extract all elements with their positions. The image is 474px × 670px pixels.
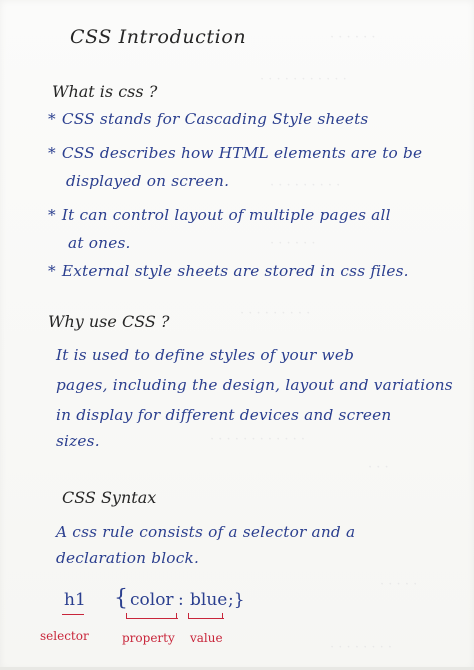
code-open-brace: { [114,586,128,611]
section-heading-why-use-css: Why use CSS ? [48,312,170,331]
bleed-through-decoration: · · · · · · · · · [270,178,341,193]
bleed-through-decoration: · · · · · · [270,236,316,251]
bullet-star-icon: * [48,262,56,280]
bullet-text: CSS stands for Cascading Style sheets [61,110,369,128]
property-bracket-tick [176,613,177,618]
label-selector: selector [40,629,89,643]
section-heading-css-syntax: CSS Syntax [62,488,157,507]
bleed-through-decoration: · · · · · · [330,30,376,45]
paragraph-line: sizes. [56,432,100,450]
paragraph-line: declaration block. [56,549,200,567]
page-title: CSS Introduction [70,26,247,48]
bullet-text-continuation: at ones. [68,234,131,252]
value-bracket-tick [188,613,189,618]
bleed-through-decoration: · · · · · · · · · · · · [210,432,306,447]
selector-underline [62,614,84,615]
code-end: ;} [228,590,245,610]
paragraph-line: It is used to define styles of your web [56,346,355,364]
paragraph-line: pages, including the design, layout and variations [56,376,453,394]
section-heading-what-is-css: What is css ? [52,82,158,101]
property-bracket-tick [126,613,127,618]
bleed-through-decoration: · · · [368,460,389,475]
bullet-item [48,112,368,127]
bullet-text: External style sheets are stored in css files. [61,262,409,280]
bleed-through-decoration: · · · · · · · · · [240,306,311,321]
code-property: color [130,590,174,610]
paragraph-line: in display for different devices and screen [56,406,392,424]
bullet-text: CSS describes how HTML elements are to be [61,144,423,162]
code-value: blue [190,590,228,610]
bullet-text: It can control layout of multiple pages all [61,206,391,224]
bleed-through-decoration: · · · · · · · · [330,640,392,655]
value-bracket [188,618,224,619]
value-bracket-tick [222,613,223,618]
label-value: value [190,631,223,645]
bleed-through-decoration: · · · · · [380,577,418,592]
bullet-text-continuation: displayed on screen. [66,172,230,190]
code-colon: : [178,590,184,610]
bullet-item [48,146,422,161]
paragraph-line: A css rule consists of a selector and a [56,523,356,541]
bullet-star-icon: * [48,144,56,162]
code-selector: h1 [64,590,86,610]
bullet-item [48,208,391,223]
bullet-item [48,264,409,279]
bullet-star-icon: * [48,206,56,224]
bleed-through-decoration: · · · · · · · · · · · [260,72,347,87]
bullet-star-icon: * [48,110,56,128]
label-property: property [122,631,175,645]
property-bracket [126,618,178,619]
